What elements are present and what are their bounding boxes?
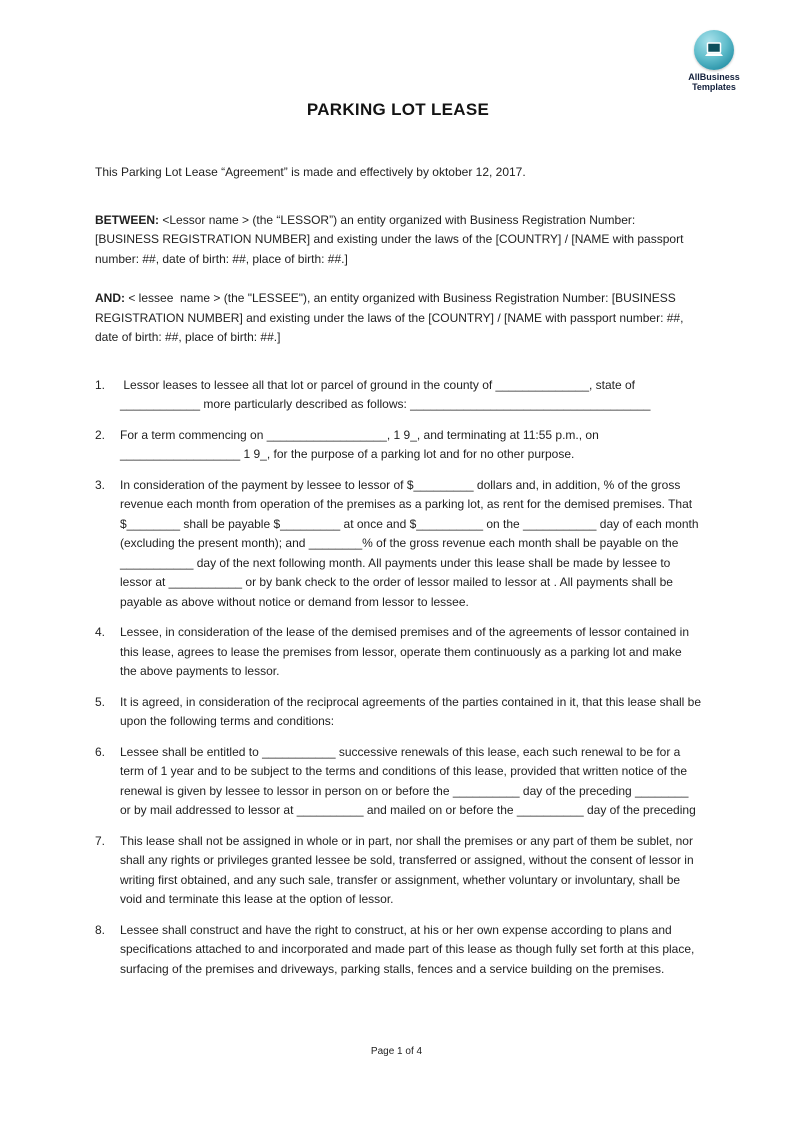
between-text: <Lessor name > (the “LESSOR”) an entity organized with Business Registration Number: [BUSINESS REGISTRATION NUMBER] and existing under the laws of the [COUNTRY] / [NAME with passport number: ##, date of birth: ##, place of birth: ##.] [95,212,687,266]
and-label: AND: [95,291,125,305]
clause-number: 6. [95,744,106,759]
clause-text: Lessee shall construct and have the right to construct, at his or her own expense according to plans and specifications attached to and incorporated and made part of this lease as though fully set forth at this place, surfacing of the premises and driveways, parking stalls, fences and a service building on the premises. [120,922,698,976]
brand-name [681,72,747,93]
clause-text: It is agreed, in consideration of the reciprocal agreements of the parties contained in it, that this lease shall be upon the following terms and conditions: [120,694,705,728]
clause-list [95,376,705,980]
brand-name-line1: AllBusiness [688,72,740,82]
clause-item-8 [95,921,701,980]
clause-item-3 [95,476,701,613]
between-paragraph [95,211,701,270]
clause-number: 5. [95,694,106,709]
clause-item-6 [95,743,701,821]
clause-number: 1. [95,377,106,392]
clause-item-5 [95,693,705,732]
logo-circle [694,30,734,70]
clause-number: 7. [95,833,106,848]
page-number: Page 1 of 4 [370,1046,423,1057]
between-label: BETWEEN: [95,212,159,227]
clause-text: This lease shall not be assigned in whole or in part, nor shall the premises or any part of them be sublet, nor shall any rights or privileges granted lessee be sold, transferred or assigned, without the consent of lessor in writing first obtained, and any such sale, transfer or assignment, whether voluntary or involuntary, shall be void and terminate this lease at the option of lessor. [120,833,697,906]
clause-number: 4. [95,625,106,639]
clause-item-4 [95,623,701,682]
page-title: PARKING LOT LEASE [306,100,490,119]
clause-item-2 [95,426,701,465]
laptop-icon [703,42,725,59]
clause-number: 3. [95,477,106,492]
and-text: < lessee name > (the "LESSEE"), an entity organized with Business Registration Number: [BUSINESS REGISTRATION NUMBER] and existing under the laws of the [COUNTRY] / [NAME with passport number: ##, date of birth: ##, place of birth: ##.] [95,291,687,344]
clause-number: 2. [95,427,106,442]
clause-item-1 [95,376,701,415]
intro-paragraph: This Parking Lot Lease “Agreement” is made and effectively by oktober 12, 2017. [95,165,526,179]
clause-text: In consideration of the payment by lessee to lessor of $_________ dollars and, in addition, % of the gross revenue each month from operation of the premises as a parking lot, as rent for the demised premises. That $________ shall be payable $_________ at once and $__________ on the ___________ day of each month (excluding the present month); and ________% of the gross revenue each month shall be payable on the ___________ day of the next following month. All payments under this lease shall be made by lessee to lessor at ___________ or by bank check to the order of lessor mailed to lessor at . All payments shall be payable as above without notice or demand from lessor to lessee. [120,477,702,609]
clause-text: Lessee, in consideration of the lease of the demised premises and of the agreements of lessor contained in this lease, agrees to lease the premises from lessor, operate them continuously as a parking lot and make the above payments to lessor. [120,625,693,678]
clause-text: For a term commencing on __________________, 1 9_, and terminating at 11:55 p.m., on __________________ 1 9_, for the purpose of a parking lot and for no other purpose. [120,427,603,461]
clause-text: Lessee shall be entitled to ___________ successive renewals of this lease, each such renewal to be for a term of 1 year and to be subject to the terms and conditions of this lease, provided that written notice of the renewal is given by lessee to lessor in person on or before the __________ day of the preceding ________ or by mail addressed to lessor at __________ and mailed on or before the __________ day of the preceding [120,744,696,817]
clause-number: 8. [95,922,106,937]
clause-text: Lessor leases to lessee all that lot or parcel of ground in the county of ______________, state of ____________ more particularly described as follows: ____________________________________ [120,377,651,411]
clause-item-7 [95,832,701,910]
brand-name-line2: Templates [692,82,736,93]
brand-logo [681,30,747,93]
and-paragraph [95,289,701,348]
